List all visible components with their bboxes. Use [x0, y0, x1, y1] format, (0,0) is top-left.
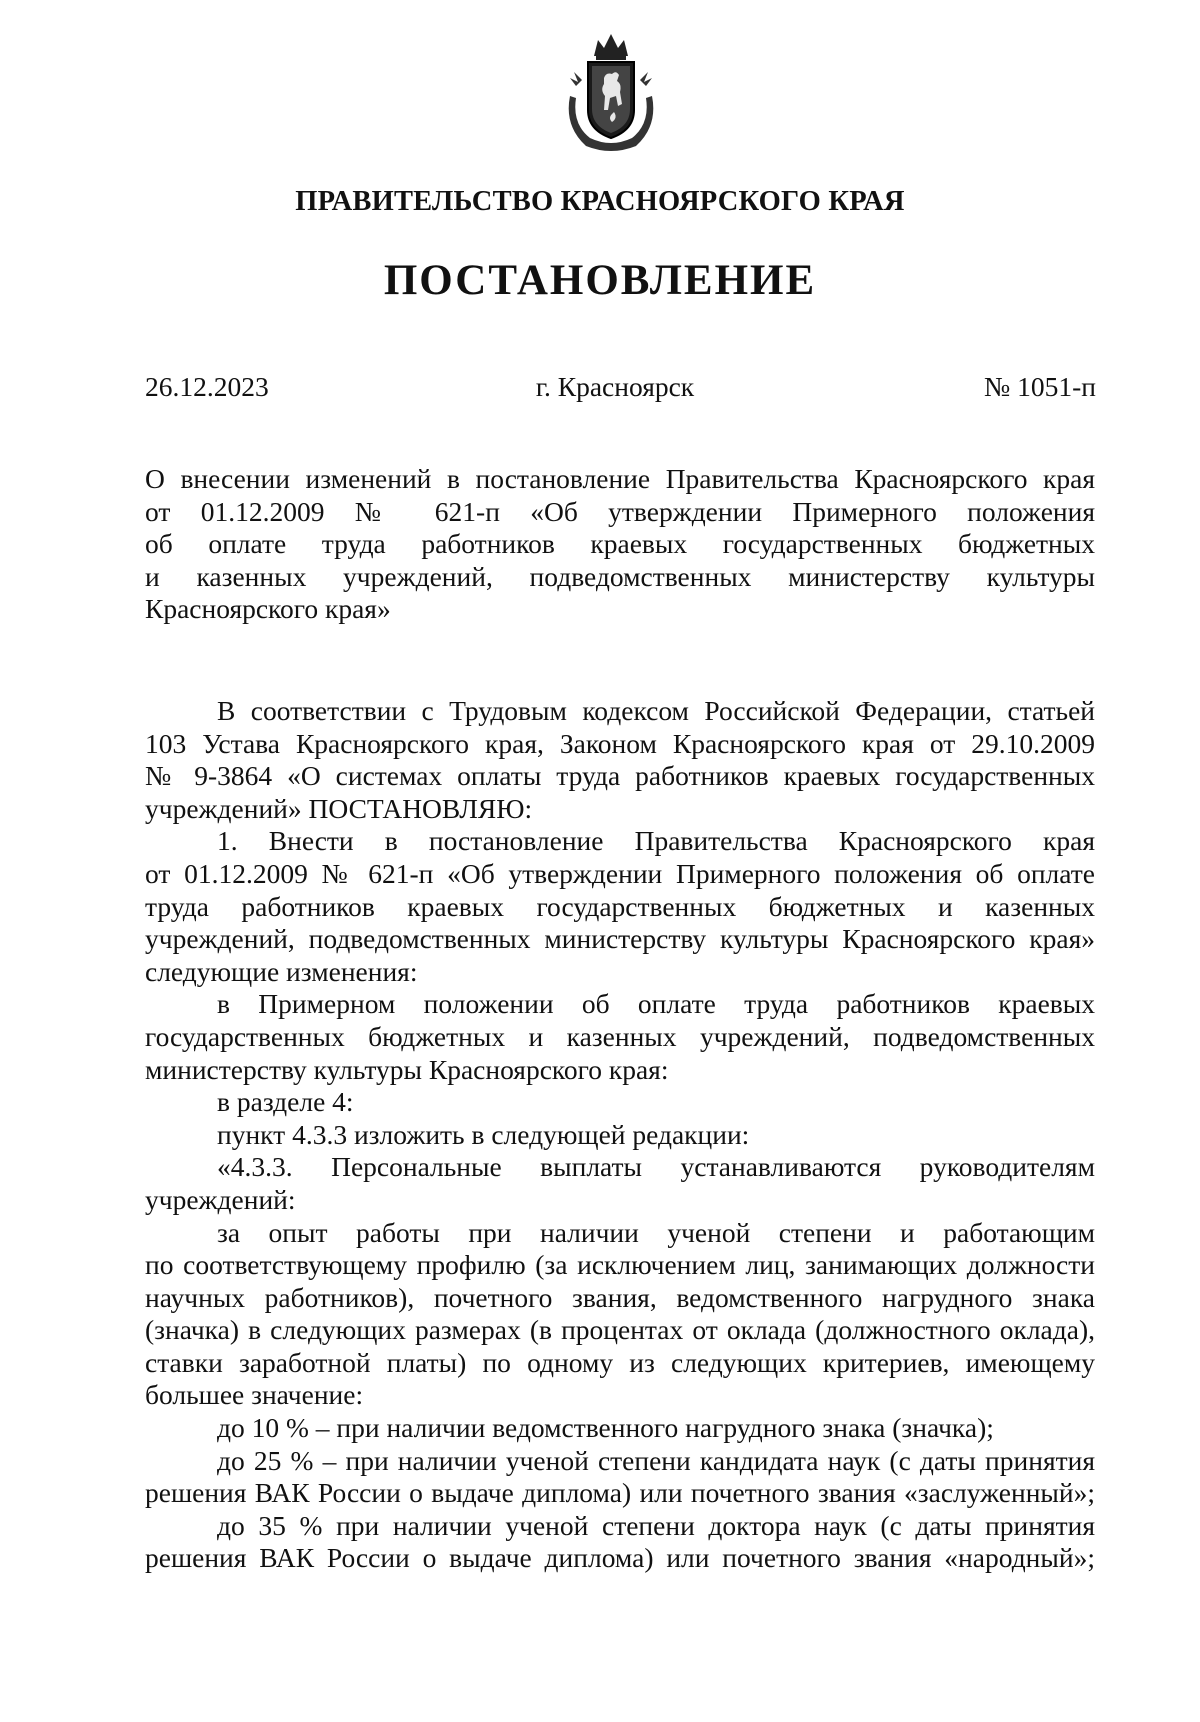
text-line: 1. Внести в постановление Правительства Красноярского края	[217, 825, 1095, 857]
document-type-title: ПОСТАНОВЛЕНИЕ	[383, 257, 817, 304]
paragraph	[145, 1510, 1095, 1575]
subject-line: от 01.12.2009 № 621-п «Об утверждении Примерного положения	[145, 495, 1095, 527]
text-line: государственных бюджетных и казенных учреждений, подведомственных	[145, 1020, 1095, 1052]
coat-of-arms-icon	[556, 26, 666, 156]
document-number: № 1051-п	[984, 371, 1096, 402]
text-line: до 35 % при наличии ученой степени доктора наук (с даты принятия	[217, 1509, 1095, 1541]
paragraph	[145, 1412, 1095, 1445]
text-line: решения ВАК России о выдаче диплома) или почетного звания «заслуженный»;	[145, 1477, 1095, 1509]
text-line: учреждений» ПОСТАНОВЛЯЮ:	[145, 792, 533, 824]
subject-line: и казенных учреждений, подведомственных министерству культуры	[145, 560, 1095, 592]
subject-line: об оплате труда работников краевых государственных бюджетных	[145, 528, 1095, 560]
paragraph	[145, 1086, 1095, 1119]
paragraph	[145, 988, 1095, 1086]
paragraph	[145, 695, 1095, 825]
document-date: 26.12.2023	[145, 371, 269, 402]
organization-title: ПРАВИТЕЛЬСТВО КРАСНОЯРСКОГО КРАЯ	[295, 186, 905, 217]
text-line: в разделе 4:	[217, 1086, 354, 1118]
text-line: решения ВАК России о выдаче диплома) или почетного звания «народный»;	[145, 1542, 1095, 1574]
text-line: научных работников), почетного звания, ведомственного нагрудного знака	[145, 1281, 1095, 1313]
text-line: по соответствующему профилю (за исключением лиц, занимающих должности	[145, 1249, 1095, 1281]
text-line: в Примерном положении об оплате труда работников краевых	[217, 988, 1095, 1020]
text-line: пункт 4.3.3 изложить в следующей редакции:	[217, 1118, 750, 1150]
paragraph	[145, 1217, 1095, 1413]
text-line: труда работников краевых государственных бюджетных и казенных	[145, 890, 1095, 922]
text-line: 103 Устава Красноярского края, Законом Красноярского края от 29.10.2009	[145, 727, 1095, 759]
paragraph	[145, 1445, 1095, 1510]
text-line: до 10 % – при наличии ведомственного нагрудного знака (значка);	[217, 1412, 994, 1444]
text-line: от 01.12.2009 № 621-п «Об утверждении Примерного положения об оплате	[145, 857, 1095, 889]
paragraph	[145, 1151, 1095, 1216]
text-line: «4.3.3. Персональные выплаты устанавливаются руководителям	[217, 1151, 1095, 1183]
document-city: г. Красноярск	[535, 371, 695, 402]
subject-line: О внесении изменений в постановление Правительства Красноярского края	[145, 463, 1095, 494]
text-line: учреждений:	[145, 1183, 296, 1215]
paragraph	[145, 825, 1095, 988]
text-line: № 9-3864 «О системах оплаты труда работников краевых государственных	[145, 760, 1095, 792]
document-subject	[145, 463, 1095, 626]
text-line: за опыт работы при наличии ученой степени и работающим	[217, 1216, 1095, 1248]
text-line: большее значение:	[145, 1379, 364, 1411]
text-line: до 25 % – при наличии ученой степени кандидата наук (с даты принятия	[217, 1444, 1095, 1476]
text-line: учреждений, подведомственных министерству культуры Красноярского края»	[145, 923, 1095, 955]
text-line: (значка) в следующих размерах (в процентах от оклада (должностного оклада),	[145, 1314, 1095, 1346]
subject-line: Красноярского края»	[145, 593, 391, 625]
text-line: В соответствии с Трудовым кодексом Российской Федерации, статьей	[217, 695, 1095, 726]
text-line: следующие изменения:	[145, 955, 418, 987]
document-body	[145, 695, 1095, 1575]
text-line: министерству культуры Красноярского края:	[145, 1053, 669, 1085]
paragraph	[145, 1119, 1095, 1152]
text-line: ставки заработной платы) по одному из следующих критериев, имеющему	[145, 1346, 1095, 1378]
